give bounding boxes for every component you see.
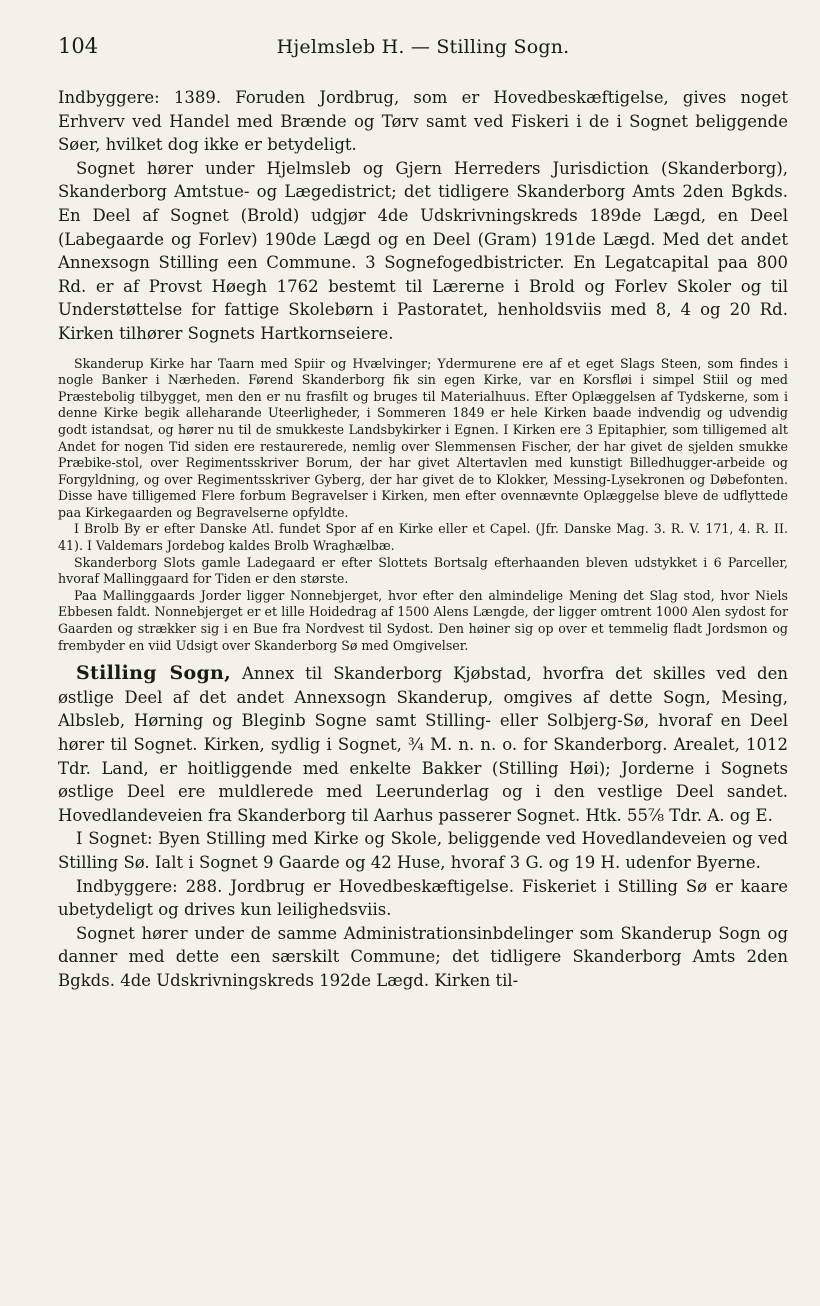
paragraph-population: Indbyggere: 1389. Foruden Jordbrug, som er Hovedbeskæftigelse, gives noget Erhverv ved Handel med Brænde og Tørv samt ved Fiskeri i de i Sognet beliggende Søer, hvilket dog ikke er betydeligt. — [58, 88, 788, 155]
paragraph-administration: Sognet hører under Hjelmsleb og Gjern Herreders Jurisdiction (Skanderborg), Skanderborg Amtstue- og Lægedistrict; det tidligere Skanderborg Amts 2den Bgkds. En Deel af Sognet (Brold) udgjør 4de Udskrivningskreds 189de Lægd, en Deel (Labegaarde og Forlev) 190de Lægd og en Deel (Gram) 191de Lægd. Med det andet Annexsogn Stilling een Commune. 3 Sognefogedbistricter. En Legatcapital paa 800 Rd. er af Provst Høegh 1762 bestemt til Lærerne i Brold og Forlev Skoler og til Understøttelse for fattige Skolebørn i Pastoratet, henholdsviis med 8, 4 og 20 Rd. Kirken tilhører Sognets Hartkornseiere. — [58, 158, 788, 343]
section-intro-text: Annex til Skanderborg Kjøbstad, hvorfra det skilles ved den østlige Deel af det andet Annexsogn Skanderup, omgives af dette Sogn, Mesing, Albsleb, Hørning og Bleginb Sogne samt Stilling- eller Solbjerg-Sø, hvoraf en Deel hører til Sognet. Kirken, sydlig i Sognet, ¾ M. n. n. o. for Skanderborg. Arealet, 1012 Tdr. Land, er hoitliggende med enkelte Bakker (Stilling Høi); Jorderne i Sognets østlige Deel ere muldlerede med Leerunderlag og i den vestlige Deel sandet. Hovedlandeveien fra Skanderborg til Aarhus passerer Sognet. Htk. 55⅞ Tdr. A. og E. — [58, 664, 789, 825]
section-title: Stilling Sogn, — [76, 662, 232, 685]
note-brolb: I Brolb By er efter Danske Atl. fundet Spor af en Kirke eller et Capel. (Jfr. Danske Mag. 3. R. V. 171, 4. R. II. 41). I Valdemars Jordebog kaldes Brolb Wraghælbæ. — [58, 521, 788, 554]
page-number: 104 — [58, 34, 99, 58]
note-ladegaard: Skanderborg Slots gamle Ladegaard er efter Slottets Bortsalg efterhaanden bleven udstykket i 6 Parceller, hvoraf Mallinggaard for Tiden er den største. — [58, 554, 788, 587]
paragraph-stilling-population: Indbyggere: 288. Jordbrug er Hovedbeskæftigelse. Fiskeriet i Stilling Sø er kaare ubetydeligt og drives kun leilighedsviis. — [58, 876, 788, 920]
page-header — [58, 34, 788, 64]
text-column — [58, 86, 788, 993]
note-church: Skanderup Kirke har Taarn med Spiir og Hvælvinger; Ydermurene ere af et eget Slags Steen, som findes i nogle Banker i Nærheden. Førend Skanderborg fik sin egen Kirke, var en Korsfløi i simpel Stiil og med Præstebolig tilbygget, men den er nu frasfilt og bruges til Materialhuus. Efter Oplæggelsen af Tydskerne, som i denne Kirke begik alleharande Uteerligheder, i Sommeren 1849 er hele Kirken baade indvendig og udvendig godt istandsat, og hører nu til de smukkeste Landsbykirker i Egnen. I Kirken ere 3 Epitaphier, som tilligemed alt Andet for nogen Tid siden ere restaurerede, nemlig over Slemmensen Fischer, der har givet de sjelden smukke Præbike-stol, over Regimentsskriver Borum, der har givet Altertavlen med kunstigt Billedhugger-arbeide og Forgyldning, og over Regimentsskriver Gyberg, der har givet de to Klokker, Messing-Lysekronen og Døbefonten. Disse have tilligemed Flere forbum Begravelser i Kirken, men efter ovennævnte Oplæggelse bleve de udflyttede paa Kirkegaarden og Begravelserne opfyldte. — [58, 355, 788, 520]
paragraph-stilling-intro — [58, 662, 788, 827]
running-title: Hjelmsleb H. — Stilling Sogn. — [276, 36, 570, 58]
paragraph-stilling-administration: Sognet hører under de samme Administrationsinbdelinger som Skanderup Sogn og danner med dette een særskilt Commune; det tidligere Skanderborg Amts 2den Bgkds. 4de Udskrivningskreds 192de Lægd. Kirken til- — [58, 923, 788, 990]
note-nonnebjerget: Paa Mallinggaards Jorder ligger Nonnebjerget, hvor efter den almindelige Mening det Slag stod, hvor Niels Ebbesen faldt. Nonnebjerget er et lille Hoidedrag af 1500 Alens Længde, der ligger omtrent 1000 Alen sydost for Gaarden og strækker sig i en Bue fra Nordvest til Sydost. Den høiner sig op over et temmelig fladt Jordsmon og frembyder en viid Udsigt over Skanderborg Sø med Omgivelser. — [58, 587, 788, 653]
paragraph-stilling-villages: I Sognet: Byen Stilling med Kirke og Skole, beliggende ved Hovedlandeveien og ved Stilling Sø. Ialt i Sognet 9 Gaarde og 42 Huse, hvoraf 3 G. og 19 H. udenfor Byerne. — [58, 829, 788, 872]
